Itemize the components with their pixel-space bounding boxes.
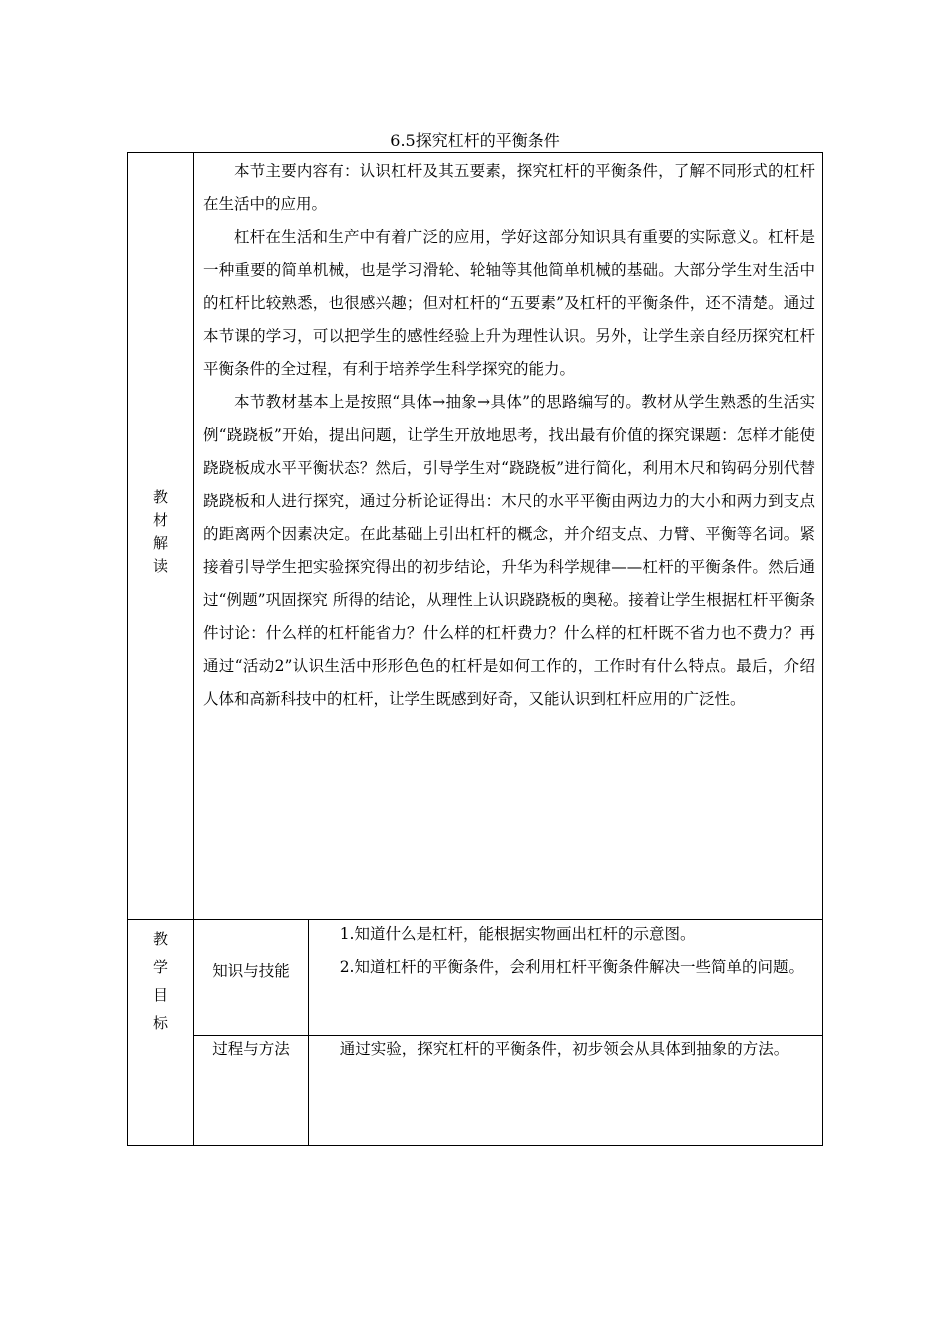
- label-char: 学: [152, 958, 168, 976]
- goal-item: 通过实验，探究杠杆的平衡条件，初步领会从具体到抽象的方法。: [339, 1040, 790, 1058]
- label-char: 目: [152, 986, 168, 1004]
- column-divider: [193, 153, 194, 1145]
- reading-section-label: [128, 486, 193, 578]
- goal-items-process: [318, 1033, 815, 1066]
- reading-content: [203, 155, 815, 716]
- label-char: 教: [152, 488, 168, 506]
- reading-paragraph: 本节教材基本上是按照“具体→抽象→具体”的思路编写的。教材从学生熟悉的生活实例“跷跷板”开始，提出问题，让学生开放地思考，找出最有价值的探究课题：怎样才能使跷跷板成水平平衡状态？然后，引导学生对“跷跷板”进行简化，利用木尺和钩码分别代替跷跷板和人进行探究，通过分析论证得出：木尺的水平平衡由两边力的大小和两力到支点的距离两个因素决定。在此基础上引出杠杆的概念，并介绍支点、力臂、平衡等名词。紧接着引导学生把实验探究得出的初步结论，升华为科学规律——杠杆的平衡条件。然后通过“例题”巩固探究 所得的结论，从理性上认识跷跷板的奥秘。接着让学生根据杠杆平衡条件讨论：什么样的杠杆能省力？什么样的杠杆费力？什么样的杠杆既不省力也不费力？再通过“活动2”认识生活中形形色色的杠杆是如何工作的，工作时有什么特点。最后，介绍人体和高新科技中的杠杆，让学生既感到好奇，又能认识到杠杆应用的广泛性。: [203, 393, 815, 708]
- goal-item: 1.知道什么是杠杆，能根据实物画出杠杆的示意图。: [339, 925, 696, 943]
- goal-category-knowledge: 知识与技能: [212, 962, 290, 980]
- label-char: 读: [152, 557, 168, 575]
- goal-category-process: 过程与方法: [212, 1040, 290, 1058]
- goals-section-label: [128, 925, 193, 1037]
- category-divider: [308, 919, 309, 1145]
- reading-paragraph: 本节主要内容有：认识杠杆及其五要素，探究杠杆的平衡条件，了解不同形式的杠杆在生活中的应用。: [203, 162, 815, 213]
- label-char: 材: [152, 511, 168, 529]
- goal-items-knowledge: [318, 918, 815, 984]
- label-char: 解: [152, 534, 168, 552]
- label-char: 教: [152, 930, 168, 948]
- goal-item: 2.知道杠杆的平衡条件，会利用杠杆平衡条件解决一些简单的问题。: [339, 958, 804, 976]
- document-title: 6.5探究杠杆的平衡条件: [390, 131, 560, 150]
- label-char: 标: [152, 1014, 168, 1032]
- reading-paragraph: 杠杆在生活和生产中有着广泛的应用，学好这部分知识具有重要的实际意义。杠杆是一种重要的简单机械，也是学习滑轮、轮轴等其他简单机械的基础。大部分学生对生活中的杠杆比较熟悉，也很感兴趣；但对杠杆的“五要素”及杠杆的平衡条件，还不清楚。通过本节课的学习，可以把学生的感性经验上升为理性认识。另外，让学生亲自经历探究杠杆平衡条件的全过程，有利于培养学生科学探究的能力。: [203, 228, 815, 378]
- lesson-table: [127, 152, 823, 1146]
